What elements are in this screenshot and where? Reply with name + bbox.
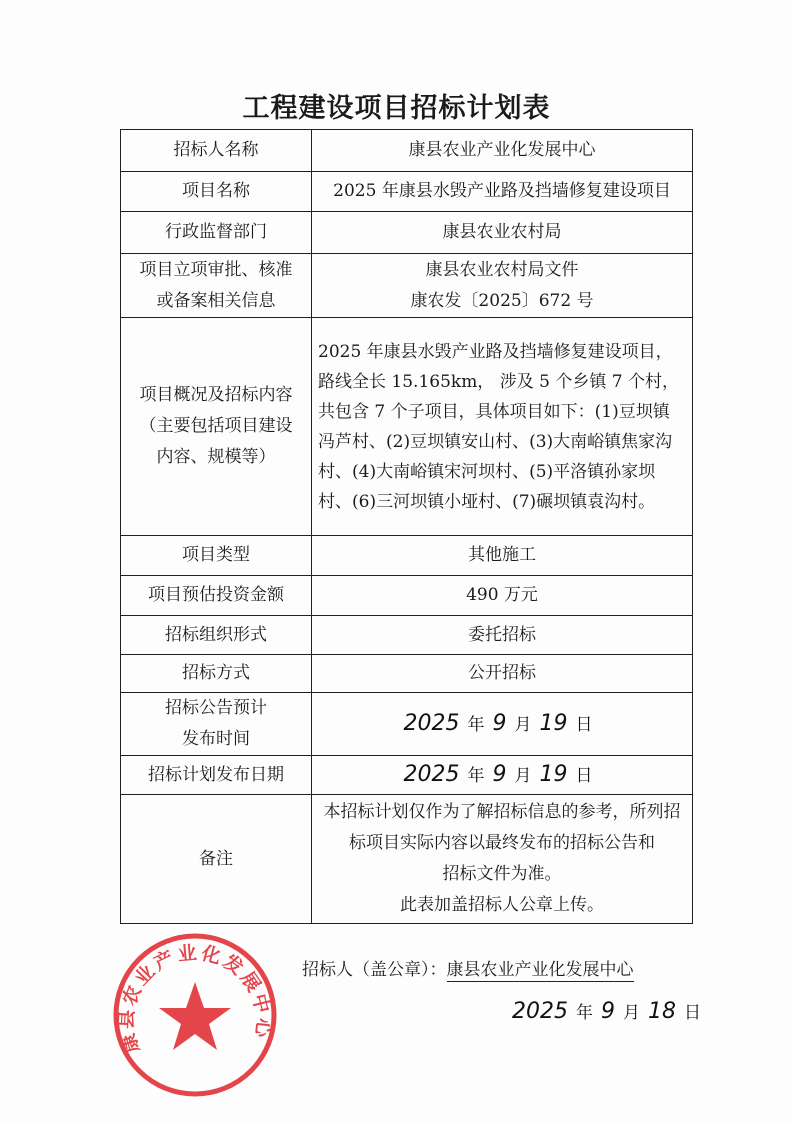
svg-text:康县农业产业化发展中心: 康县农业产业化发展中心 — [115, 941, 275, 1056]
signer-line: 招标人（盖公章）：康县农业产业化发展中心 — [302, 960, 634, 980]
row-value: 康县农业农村局文件 康农发〔2025〕672 号 — [312, 254, 693, 318]
row-label: 项目立项审批、核准 或备案相关信息 — [121, 254, 312, 318]
row-label: 项目预估投资金额 — [121, 576, 312, 616]
row-value: 490 万元 — [312, 576, 693, 616]
star-icon — [159, 982, 231, 1050]
table-row — [121, 172, 693, 212]
row-label: 备注 — [121, 795, 312, 924]
row-value: 公开招标 — [312, 655, 693, 693]
row-value: 委托招标 — [312, 616, 693, 655]
page-title: 工程建设项目招标计划表 — [242, 93, 551, 124]
sign-date: 2025 年 9 月 18 日 — [512, 999, 701, 1024]
row-label: 项目概况及招标内容 （主要包括项目建设 内容、规模等） — [121, 318, 312, 536]
row-value: 其他施工 — [312, 536, 693, 576]
row-label: 行政监督部门 — [121, 212, 312, 254]
row-label: 招标人名称 — [121, 130, 312, 172]
row-value: 2025 年康县水毁产业路及挡墙修复建设项目，路线全长 15.165km， 涉及 5 个乡镇 7 个村，共包含 7 个子项目，具体项目如下：(1)豆坝镇冯芦村、(2)豆坝镇安山村、(3)大南峪镇焦家沟村、(4)大南峪镇宋河坝村、(5)平洛镇孙家坝村、(6)三河坝镇小垭村、(7)碾坝镇袁沟村。 — [312, 318, 693, 536]
row-label: 项目名称 — [121, 172, 312, 212]
table-row — [121, 616, 693, 655]
row-label: 招标公告预计 发布时间 — [121, 693, 312, 756]
table-row — [121, 130, 693, 172]
handwritten-date: 2025 年 9 月 19 日 — [312, 756, 693, 795]
table-row — [121, 693, 693, 756]
row-value: 康县农业农村局 — [312, 212, 693, 254]
tender-plan-table — [120, 129, 693, 924]
table-row — [121, 576, 693, 616]
table-row — [121, 318, 693, 536]
row-label: 招标组织形式 — [121, 616, 312, 655]
handwritten-date: 2025 年 9 月 19 日 — [312, 693, 693, 756]
table-row — [121, 756, 693, 795]
row-label: 项目类型 — [121, 536, 312, 576]
official-seal — [110, 930, 280, 1100]
row-value: 康县农业产业化发展中心 — [312, 130, 693, 172]
table-row — [121, 795, 693, 924]
table-row — [121, 536, 693, 576]
row-label: 招标方式 — [121, 655, 312, 693]
table-row — [121, 212, 693, 254]
table-row — [121, 254, 693, 318]
row-label: 招标计划发布日期 — [121, 756, 312, 795]
table-row — [121, 655, 693, 693]
row-value: 2025 年康县水毁产业路及挡墙修复建设项目 — [312, 172, 693, 212]
remarks: 本招标计划仅作为了解招标信息的参考，所列招标项目实际内容以最终发布的招标公告和 招标文件为准。 此表加盖招标人公章上传。 — [312, 795, 693, 924]
